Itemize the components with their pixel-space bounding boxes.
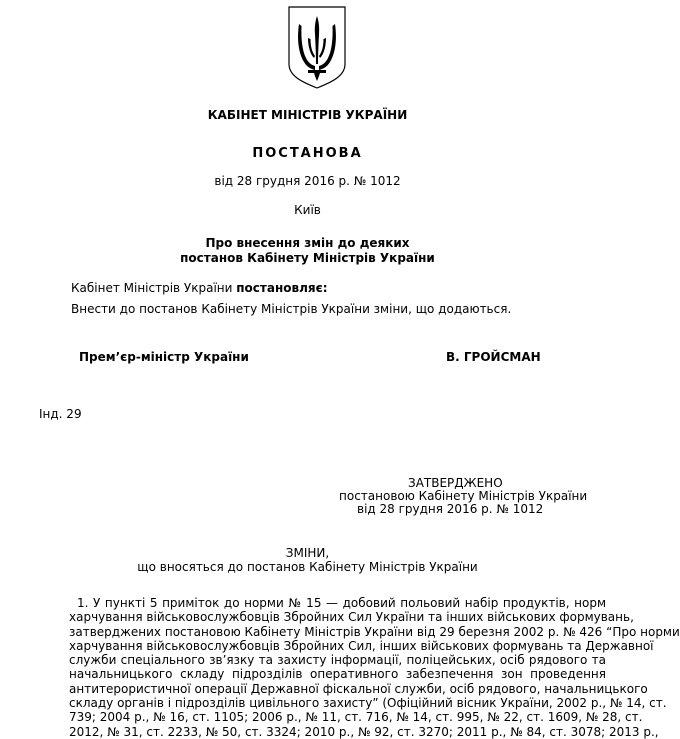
preamble <box>71 281 328 296</box>
approval-line-1: постановою Кабінету Міністрів України <box>339 489 588 503</box>
body-line: складу органів і підрозділів цивільного захисту” (Офіційний вісник України, 2002 р., № 14, ст. <box>69 696 667 711</box>
body-line: антитерористичної операції Державної фіскальної служби, осіб рядового, начальницького <box>69 681 648 696</box>
approval-line-2: від 28 грудня 2016 р. № 1012 <box>357 502 544 516</box>
changes-body <box>69 596 680 739</box>
signature-name: В. ГРОЙСМАН <box>446 350 541 364</box>
body-line: 739; 2004 р., № 16, ст. 1105; 2006 р., № 11, ст. 716, № 14, ст. 995, № 22, ст. 1609, № 28, ст. <box>69 710 643 725</box>
preamble-prefix: Кабінет Міністрів України <box>71 281 237 295</box>
body-line: начальницького складу підрозділів оперативного забезпечення зон проведення <box>69 667 606 682</box>
document-title-line-2: постанов Кабінету Міністрів України <box>180 251 435 265</box>
signature-position: Прем’єр-міністр України <box>79 350 249 364</box>
approval-label: ЗАТВЕРДЖЕНО <box>408 476 503 490</box>
changes-subtitle: що вносяться до постанов Кабінету Міністрів України <box>137 560 478 574</box>
body-line: харчування військовослужбовців Збройних Сил України та інших військових формувань, <box>69 610 634 625</box>
index-number: Інд. 29 <box>39 407 82 421</box>
document-city: Київ <box>294 203 321 217</box>
preamble-decides: постановляє: <box>236 281 328 295</box>
body-line: служби спеціального зв’язку та захисту інформації, поліцейських, осіб рядового та <box>69 653 606 668</box>
trident-emblem-icon <box>286 4 348 90</box>
body-line: 2012, № 31, ст. 2233, № 50, ст. 3324; 2010 р., № 92, ст. 3270; 2011 р., № 84, ст. 3078; 2013 р., <box>69 724 659 739</box>
body-line: харчування військовослужбовців Збройних Сил, інших військових формувань та Державної <box>69 638 654 653</box>
resolution-text: Внести до постанов Кабінету Міністрів України зміни, що додаються. <box>71 302 512 316</box>
changes-title: ЗМІНИ, <box>285 546 330 560</box>
cabinet-heading: КАБІНЕТ МІНІСТРІВ УКРАЇНИ <box>207 108 408 122</box>
body-line: затверджених постановою Кабінету Міністрів України від 29 березня 2002 р. № 426 “Про норми <box>69 624 680 639</box>
body-line: 1. У пункті 5 приміток до норми № 15 — добовий польовий набір продуктів, норм <box>77 596 606 610</box>
document-date-number: від 28 грудня 2016 р. № 1012 <box>214 174 401 188</box>
document-title-line-1: Про внесення змін до деяких <box>205 236 410 250</box>
document-type: ПОСТАНОВА <box>252 146 363 161</box>
